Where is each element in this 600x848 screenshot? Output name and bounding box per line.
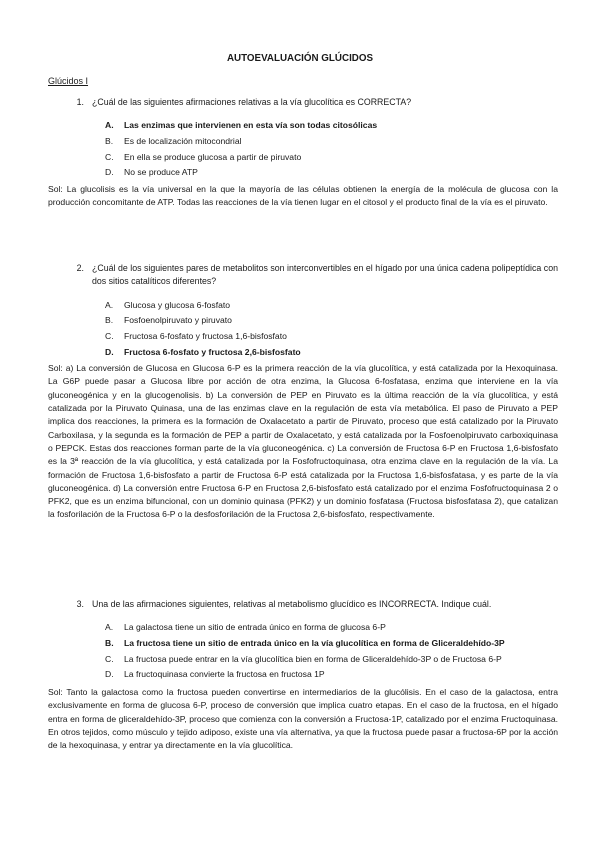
question-number: 1. [76,97,84,107]
option-b [105,135,558,151]
option-text: En ella se produce glucosa a partir de piruvato [124,151,302,162]
option-c [105,653,558,669]
option-text: Fosfoenolpiruvato y piruvato [124,315,232,326]
option-letter: C. [105,151,114,162]
section-heading: Glúcidos I [48,76,89,86]
option-text: La fructoquinasa convierte la fructosa en fructosa 1P [124,669,325,680]
option-b [105,314,558,330]
question-number: 3. [76,599,84,609]
option-d [105,166,558,182]
option-letter: C. [105,653,114,664]
option-letter: A. [105,299,114,310]
solution-3: Sol: Tanto la galactosa como la fructosa pueden convertirse en intermediarios de la glucólisis. En el caso de la galactosa, entra exclusivamente en forma de glucosa 6-P, proceso de conversión que implica cuatro etapas. En el caso de la fructosa, en el hígado entra en forma de gliceraldehído-3P, proceso que comienza con la conversión a Fructosa-1P, catalizado por el enzima Fructoquinasa. En otros tejidos, como músculo y tejido adiposo, existe una vía alternativa, ya que la fructosa puede pasar a fructosa-6P por la acción de la hexoquinasa, y entrar ya directamente en la vía glucolítica. [48,687,558,751]
option-c [105,151,558,167]
option-text: La fructosa tiene un sitio de entrada único en la vía glucolítica en forma de Gliceraldehído-3P [124,638,505,649]
solution-1: Sol: La glucolisis es la vía universal en la que la mayoría de las células obtienen la energía de la molécula de glucosa con la producción concomitante de ATP. Todas las reacciones de la vía tienen lugar en el citosol y el producto final de la vía es el piruvato. [48,184,558,208]
page-title: AUTOEVALUACIÓN GLÚCIDOS [226,53,374,64]
option-text: Las enzimas que intervienen en esta vía son todas citosólicas [124,120,378,131]
option-d [105,668,558,684]
question-1 [48,96,558,182]
option-letter: D. [105,167,114,178]
solution-2: Sol: a) La conversión de Glucosa en Glucosa 6-P es la primera reacción de la vía glucolítica, y está catalizada por la Hexoquinasa. La G6P puede pasar a Glucosa libre por acción de otra enzima, la Glucosa 6-fosfatasa, enzima que interviene en la vía gluconeogénica y en la glucogenolisis. b) La conversión de PEP en Piruvato es la última reacción de la vía glucolítica, y está catalizada por la Piruvato Quinasa, una de las enzimas clave en la regulación de esta vía metabólica. El paso de Piruvato a PEP implica dos reacciones, la primera es la formación de Oxalacetato a partir de Piruvato, proceso que está catalizado por la Piruvato Carboxilasa, y la segunda es la formación de PEP a partir de Oxalacetato, y está catalizada por la Fosfoenolpiruvato carboxiquinasa o PEPCK. Estas dos reacciones forman parte de la vía gluconeogénica. c) La conversión de Fructosa 6-P en Fructosa 1,6-bisfosfato es la 3ª reacción de la vía glucolítica, y está catalizada por la Fosfofructoquinasa, otra enzima clave en la regulación de la vía. La formación de Fructosa 1,6-bisfosfato a partir de Fructosa 6-P está catalizada por la Fructosa 1,6-bisfosfatasa, y es parte de la vía gluconeogénica. d) La conversión entre Fructosa 6-P en Fructosa 2,6-bisfosfato está catalizado por el enzima Fosfofructoquinasa 2 o PFK2, que es un enzima bifuncional, con un dominio quinasa (PFK2) y un dominio fosfatasa (Fructosa bisfosfatasa 2), que catalizan la fosforilación de la Fructosa 6-P o la desfosforilación de la Fructosa 2,6-bisfosfato, respectivamente. [48,363,558,520]
option-text: La fructosa puede entrar en la vía glucolítica bien en forma de Gliceraldehído-3P o de Fructosa 6-P [124,653,502,664]
question-3 [48,598,558,684]
option-text: Fructosa 6-fosfato y fructosa 1,6-bisfosfato [124,331,287,342]
option-text: Glucosa y glucosa 6-fosfato [124,299,231,310]
options-list [105,621,558,684]
question-2 [48,262,558,361]
options-list [105,119,558,182]
option-c [105,330,558,346]
option-text: La galactosa tiene un sitio de entrada único en forma de glucosa 6-P [124,622,386,633]
options-list [105,299,558,362]
option-letter: D. [105,346,114,357]
option-a [105,621,558,637]
option-b [105,637,558,653]
option-letter: A. [105,622,114,633]
option-text: No se produce ATP [124,167,198,178]
option-a [105,299,558,315]
question-number: 2. [76,263,84,273]
option-letter: A. [105,120,114,131]
option-letter: B. [105,136,114,147]
question-text: Una de las afirmaciones siguientes, relativas al metabolismo glucídico es INCORRECTA. Indique cuál. [92,599,492,609]
option-letter: D. [105,669,114,680]
option-text: Fructosa 6-fosfato y fructosa 2,6-bisfosfato [124,346,301,357]
option-letter: C. [105,331,114,342]
option-letter: B. [105,638,114,649]
option-letter: B. [105,315,114,326]
question-text: ¿Cuál de los siguientes pares de metabolitos son interconvertibles en el hígado por una única cadena polipeptídica con dos sitios catalíticos diferentes? [92,263,558,287]
option-d [105,346,558,362]
question-text: ¿Cuál de las siguientes afirmaciones relativas a la vía glucolítica es CORRECTA? [92,97,412,107]
option-text: Es de localización mitocondrial [124,136,242,147]
option-a [105,119,558,135]
